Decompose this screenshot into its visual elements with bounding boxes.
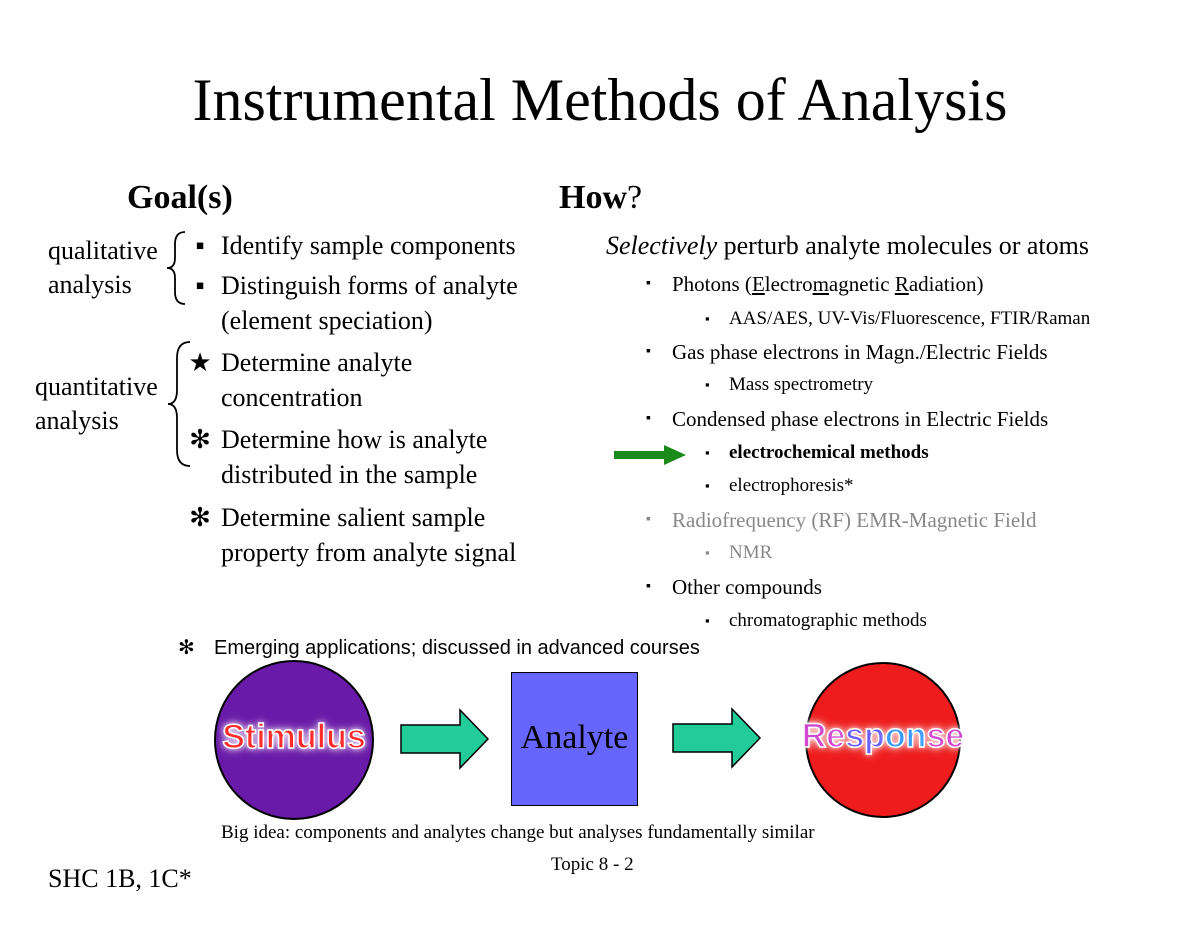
- how-heading: [559, 178, 642, 218]
- right-arrow-icon: [672, 707, 762, 769]
- stimulus-label: Stimulus: [222, 718, 366, 756]
- how-item-photons: [646, 271, 984, 297]
- square-bullet-icon: ▪: [646, 411, 651, 426]
- square-bullet-icon: ▪: [646, 512, 651, 527]
- asterisk-icon: ✻: [178, 635, 195, 659]
- goal-item: [189, 500, 517, 570]
- response-label-part: Re: [801, 717, 846, 755]
- goal-item-line: property from analyte signal: [221, 538, 517, 567]
- text-part: m: [812, 272, 829, 296]
- goal-item-line: Distinguish forms of analyte: [221, 271, 518, 300]
- goal-item: [188, 345, 413, 415]
- how-item-text: Other compounds: [672, 575, 822, 599]
- asterisk-icon: ✻: [189, 503, 211, 532]
- how-subitem-highlighted: [705, 441, 929, 465]
- how-item-text: Condensed phase electrons in Electric Fields: [672, 407, 1049, 431]
- how-subitem: [705, 474, 854, 498]
- goal-item: [189, 422, 488, 492]
- big-idea-caption: Big idea: components and analytes change but analyses fundamentally similar: [221, 822, 815, 843]
- how-subitem-text: Mass spectrometry: [729, 374, 874, 395]
- text-part: Photons (: [672, 272, 752, 296]
- how-heading-rest: ?: [627, 179, 643, 216]
- square-bullet-icon: ▪: [646, 579, 651, 594]
- how-item-text: Radiofrequency (RF) EMR-Magnetic Field: [672, 508, 1037, 532]
- footnote: [178, 635, 700, 660]
- square-bullet-icon: ▪: [705, 311, 710, 326]
- square-bullet-icon: ▪: [646, 276, 651, 291]
- goals-heading: Goal(s): [127, 179, 233, 216]
- square-bullet-icon: ▪: [195, 271, 205, 300]
- goal-item-line: distributed in the sample: [221, 460, 478, 489]
- text-part: lectro: [764, 272, 813, 296]
- how-lead-rest: perturb analyte molecules or atoms: [717, 231, 1089, 260]
- square-bullet-icon: ▪: [705, 478, 710, 493]
- text-part: adiation): [908, 272, 984, 296]
- how-item: [646, 339, 1048, 365]
- how-item-gray: [646, 507, 1037, 533]
- response-label: [795, 716, 971, 756]
- goal-item-line: concentration: [221, 383, 363, 412]
- square-bullet-icon: ▪: [705, 445, 710, 460]
- response-label-part: on: [884, 717, 927, 755]
- highlight-arrow-icon: [614, 445, 686, 465]
- footnote-text: Emerging applications; discussed in advanced courses: [214, 637, 700, 659]
- how-lead-italic: Selectively: [606, 231, 718, 260]
- text-part: E: [751, 272, 765, 296]
- square-bullet-icon: ▪: [646, 344, 651, 359]
- goal-item-line: Determine analyte: [221, 348, 413, 377]
- square-bullet-icon: ▪: [705, 613, 710, 628]
- response-label-part: sp: [845, 717, 885, 755]
- how-heading-bold: How: [559, 179, 627, 216]
- how-subitem-text: chromatographic methods: [729, 610, 927, 631]
- how-subitem-text: electrophoresis*: [729, 475, 854, 496]
- square-bullet-icon: ▪: [195, 231, 205, 260]
- topic-label: Topic 8 - 2: [551, 854, 634, 875]
- page-title: Instrumental Methods of Analysis: [192, 67, 1008, 133]
- qualitative-label-line1: qualitative: [48, 236, 158, 265]
- qualitative-brace: [165, 230, 187, 306]
- how-subitem: [705, 307, 1091, 331]
- how-subitem-text: NMR: [729, 542, 773, 563]
- square-bullet-icon: ▪: [705, 377, 710, 392]
- qualitative-label-line2: analysis: [48, 270, 132, 299]
- quantitative-label-line2: analysis: [35, 406, 119, 435]
- shc-label: SHC 1B, 1C*: [48, 864, 192, 893]
- how-lead: [606, 230, 1089, 262]
- how-item: [646, 574, 822, 600]
- asterisk-icon: ✻: [189, 425, 211, 454]
- goal-item-line: Determine salient sample: [221, 503, 486, 532]
- square-bullet-icon: ▪: [705, 545, 710, 560]
- response-label-part: se: [926, 717, 965, 755]
- how-subitem-text: AAS/AES, UV-Vis/Fluorescence, FTIR/Raman: [729, 308, 1091, 329]
- how-subitem-text: electrochemical methods: [729, 442, 929, 463]
- how-item-text: Gas phase electrons in Magn./Electric Fields: [672, 340, 1048, 364]
- goal-item: [195, 268, 518, 338]
- how-item: [646, 406, 1049, 432]
- goal-item-line: (element speciation): [221, 306, 433, 335]
- how-subitem-gray: [705, 541, 773, 565]
- text-part: agnetic: [828, 272, 895, 296]
- qualitative-label: [48, 234, 158, 302]
- right-arrow-icon: [400, 708, 490, 770]
- goal-item-line: Identify sample components: [221, 231, 516, 260]
- how-subitem: [705, 609, 927, 633]
- text-part: R: [894, 272, 909, 296]
- how-subitem: [705, 373, 874, 397]
- analyte-label: Analyte: [520, 719, 629, 756]
- goal-item: [195, 228, 516, 263]
- quantitative-label-line1: quantitative: [35, 372, 158, 401]
- star-icon: ★: [188, 348, 212, 377]
- quantitative-label: [35, 370, 158, 438]
- goal-item-line: Determine how is analyte: [221, 425, 488, 454]
